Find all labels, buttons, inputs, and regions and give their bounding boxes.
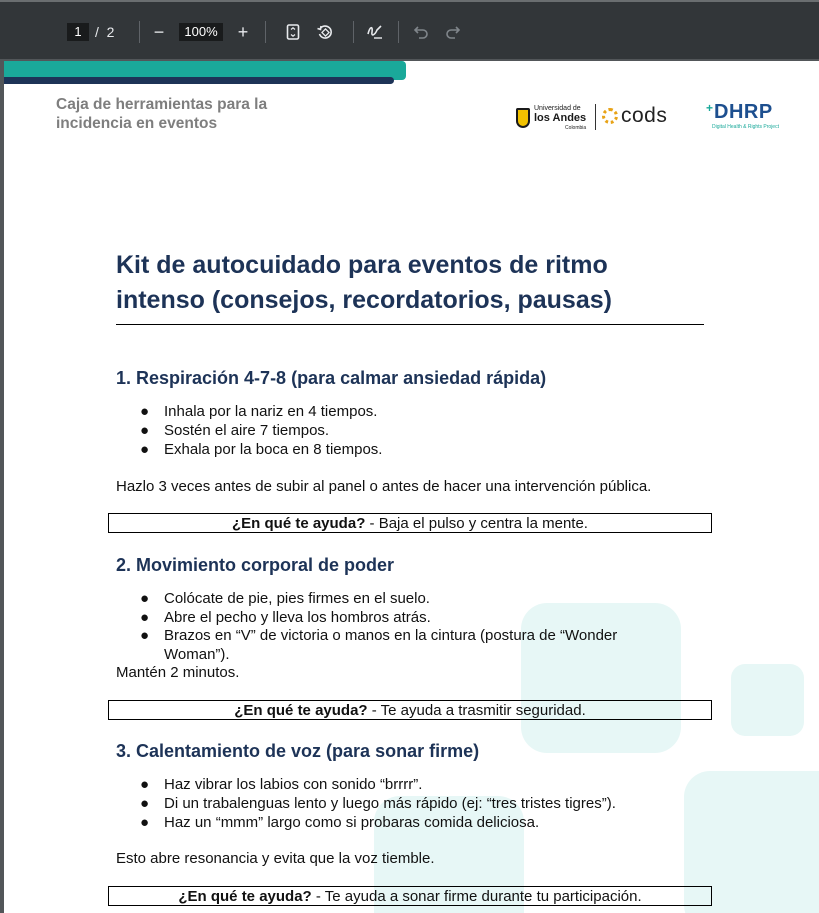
logo-cods <box>602 104 667 128</box>
benefit-label: ¿En qué te ayuda? <box>178 888 312 905</box>
undo-icon <box>413 25 429 39</box>
title-line: Kit de autocuidado para eventos de ritmo <box>116 251 608 279</box>
bullet: ● <box>140 814 150 831</box>
current-page-input[interactable]: 1 <box>67 23 89 41</box>
list-item-text: Abre el pecho y lleva los hombros atrás. <box>164 609 431 626</box>
document-header-title <box>56 95 316 133</box>
benefit-text: - Baja el pulso y centra la mente. <box>365 515 588 532</box>
cods-ring-icon <box>602 108 618 124</box>
decorative-shape <box>731 664 804 736</box>
benefit-text: - Te ayuda a trasmitir seguridad. <box>367 702 586 719</box>
section-heading: 1. Respiración 4-7-8 (para calmar ansiedad rápida) <box>116 368 547 388</box>
list-item-text: Haz un “mmm” largo como si probaras comida deliciosa. <box>164 814 540 831</box>
logo-text: Digital Health & Rights Project <box>712 124 779 130</box>
bullet: ● <box>140 627 150 644</box>
logo-universidad-de-los-andes <box>516 104 586 132</box>
logo-text: los Andes <box>534 111 587 124</box>
list-item-text: Brazos en “V” de victoria o manos en la cintura (postura de “Wonder Woman”). <box>164 627 618 663</box>
logo-text: Colombia <box>565 124 587 131</box>
crest-icon <box>516 108 530 128</box>
logo-dhrp <box>706 101 786 130</box>
benefit-text: - Te ayuda a sonar firme durante tu participación. <box>311 888 642 905</box>
rotate-icon <box>316 23 334 41</box>
bullet: ● <box>140 776 150 793</box>
page-separator: / <box>95 24 99 40</box>
toolbar-divider <box>353 21 354 43</box>
list-item-text: Exhala por la boca en 8 tiempos. <box>164 441 383 458</box>
benefit-label: ¿En qué te ayuda? <box>232 515 366 532</box>
section-note: Hazlo 3 veces antes de subir al panel o antes de hacer una intervención pública. <box>116 478 652 495</box>
draw-icon <box>366 24 384 40</box>
redo-button[interactable] <box>442 21 464 43</box>
annotate-button[interactable] <box>364 21 386 43</box>
section-heading: 2. Movimiento corporal de poder <box>116 555 395 575</box>
rotate-button[interactable] <box>314 21 336 43</box>
toolbar-divider <box>398 21 399 43</box>
fit-page-button[interactable] <box>282 21 304 43</box>
bullet: ● <box>140 441 150 458</box>
zoom-in-button[interactable]: + <box>237 21 249 42</box>
logo-text: DHRP <box>714 101 773 123</box>
total-pages: 2 <box>106 24 115 40</box>
plus-icon: + <box>706 101 714 115</box>
list-item-text: Inhala por la nariz en 4 tiempos. <box>164 403 378 420</box>
pdf-page <box>4 61 819 913</box>
undo-button[interactable] <box>410 21 432 43</box>
bullet: ● <box>140 590 150 607</box>
benefit-box <box>108 700 712 720</box>
logo-divider <box>595 104 596 130</box>
benefit-box <box>108 513 712 533</box>
header-title-line: incidencia en eventos <box>56 115 218 132</box>
document-title <box>116 248 676 318</box>
toolbar-divider <box>139 21 140 43</box>
title-underline <box>116 324 704 325</box>
bullet: ● <box>140 403 150 420</box>
list-item-text: Di un trabalenguas lento y luego más rápido (ej: “tres tristes tigres”). <box>164 795 616 812</box>
section-note: Mantén 2 minutos. <box>116 664 240 681</box>
list-item-text: Sostén el aire 7 tiempos. <box>164 422 330 439</box>
bullet: ● <box>140 609 150 626</box>
redo-icon <box>445 25 461 39</box>
header-accent-bar-navy <box>4 77 394 84</box>
pdf-toolbar <box>0 0 819 59</box>
bullet: ● <box>140 422 150 439</box>
benefit-box <box>108 886 712 906</box>
toolbar-divider <box>265 21 266 43</box>
fit-page-icon <box>286 24 300 40</box>
zoom-out-button[interactable]: − <box>153 21 165 42</box>
list-item-text: Colócate de pie, pies firmes en el suelo. <box>164 590 430 607</box>
logo-text: cods <box>621 104 668 127</box>
logo-text: Universidad de <box>534 104 581 112</box>
section-note: Esto abre resonancia y evita que la voz tiemble. <box>116 850 435 867</box>
benefit-label: ¿En qué te ayuda? <box>234 702 368 719</box>
bullet: ● <box>140 795 150 812</box>
zoom-level-input[interactable]: 100% <box>179 23 223 41</box>
page-count <box>95 23 114 41</box>
title-line: intenso (consejos, recordatorios, pausas) <box>116 286 612 314</box>
section-heading: 3. Calentamiento de voz (para sonar firme) <box>116 741 480 761</box>
header-title-line: Caja de herramientas para la <box>56 96 268 113</box>
list-item-text: Haz vibrar los labios con sonido “brrrr”. <box>164 776 423 793</box>
